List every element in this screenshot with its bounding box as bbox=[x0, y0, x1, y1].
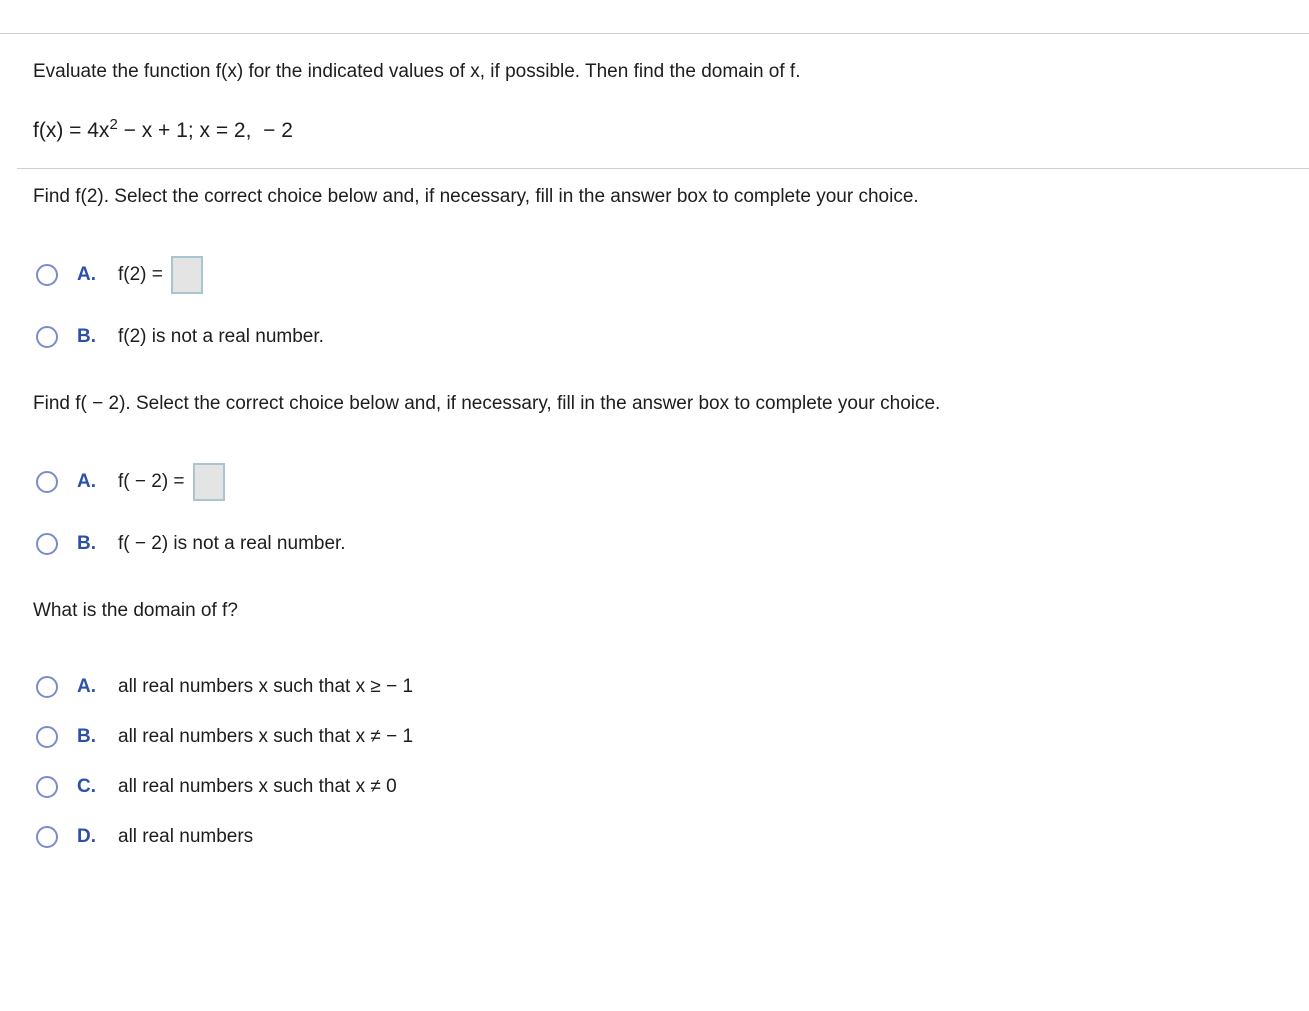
choice-letter: A. bbox=[77, 470, 96, 492]
section-prompt: Find f( − 2). Select the correct choice below and, if necessary, fill in the answer box to complete your choice. bbox=[33, 392, 941, 414]
choice-letter: B. bbox=[77, 325, 96, 347]
choice-text: f(2) = bbox=[118, 263, 163, 285]
section-prompt: What is the domain of f? bbox=[33, 599, 238, 621]
choice-row-b bbox=[33, 315, 1289, 359]
answer-input[interactable] bbox=[193, 463, 225, 501]
choice-letter: B. bbox=[77, 532, 96, 554]
question-section-find-f-neg2 bbox=[33, 393, 1289, 566]
radio-button[interactable] bbox=[36, 533, 58, 555]
choice-letter: A. bbox=[77, 676, 96, 698]
choice-row-a bbox=[33, 460, 1289, 504]
formula-prefix: f(x) = 4x bbox=[33, 118, 110, 142]
function-formula bbox=[33, 115, 1289, 144]
formula-suffix: − x + 1; x = 2, − 2 bbox=[117, 118, 293, 142]
choice-row-b bbox=[33, 522, 1289, 566]
choice-letter: D. bbox=[77, 826, 96, 848]
radio-button[interactable] bbox=[36, 471, 58, 493]
choice-text: all real numbers x such that x ≥ − 1 bbox=[118, 676, 414, 698]
radio-button[interactable] bbox=[36, 776, 58, 798]
choice-text: f(2) is not a real number. bbox=[118, 325, 324, 347]
question-header bbox=[0, 34, 1309, 144]
choice-text: f( − 2) is not a real number. bbox=[118, 532, 346, 554]
radio-button[interactable] bbox=[36, 826, 58, 848]
choice-list bbox=[33, 666, 1289, 858]
choice-list bbox=[33, 253, 1289, 359]
answer-input[interactable] bbox=[171, 256, 203, 294]
choice-letter: B. bbox=[77, 726, 96, 748]
radio-button[interactable] bbox=[36, 726, 58, 748]
answer-sections bbox=[33, 169, 1289, 858]
choice-letter: C. bbox=[77, 776, 96, 798]
choice-text: all real numbers x such that x ≠ 0 bbox=[118, 776, 397, 798]
choice-text: f( − 2) = bbox=[118, 470, 185, 492]
choice-text: all real numbers x such that x ≠ − 1 bbox=[118, 726, 414, 748]
choice-row-d bbox=[33, 816, 1289, 858]
answer-area bbox=[0, 169, 1309, 858]
choice-row-a bbox=[33, 253, 1289, 297]
top-divider bbox=[0, 0, 1309, 34]
question-section-find-f2 bbox=[33, 169, 1289, 359]
choice-row-b bbox=[33, 716, 1289, 758]
choice-letter: A. bbox=[77, 263, 96, 285]
choice-row-c bbox=[33, 766, 1289, 808]
choice-list bbox=[33, 460, 1289, 566]
radio-button[interactable] bbox=[36, 326, 58, 348]
radio-button[interactable] bbox=[36, 264, 58, 286]
choice-text: all real numbers bbox=[118, 826, 254, 848]
question-title: Evaluate the function f(x) for the indicated values of x, if possible. Then find the domain of f. bbox=[33, 61, 801, 82]
formula-exponent: 2 bbox=[109, 115, 118, 133]
section-prompt: Find f(2). Select the correct choice below and, if necessary, fill in the answer box to complete your choice. bbox=[33, 186, 919, 208]
choice-row-a bbox=[33, 666, 1289, 708]
question-section-domain bbox=[33, 600, 1289, 859]
radio-button[interactable] bbox=[36, 676, 58, 698]
